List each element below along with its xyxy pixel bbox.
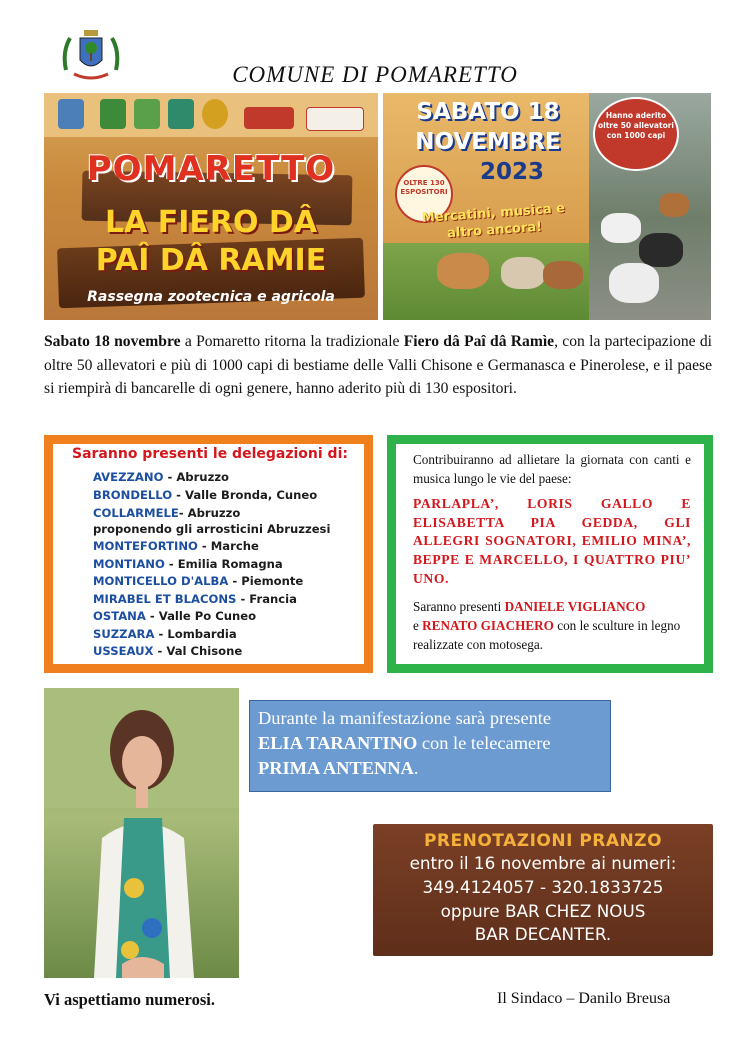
delegation-item [93, 506, 240, 520]
delegation-item [93, 609, 256, 623]
tv-text-part: con le telecamere [417, 733, 551, 753]
mayor-signature: Il Sindaco – Danilo Breusa [497, 990, 671, 1007]
sculptors-text [413, 597, 693, 654]
poster-subtitle: Rassegna zootecnica e agricola [87, 289, 335, 305]
document-title: COMUNE DI POMARETTO [232, 62, 518, 87]
delegation-region: - Valle Bronda, Cuneo [172, 488, 318, 502]
delegation-region: - Abruzzo [178, 506, 241, 520]
sponsor-logo [168, 99, 194, 129]
delegation-item [93, 522, 330, 536]
sponsor-logo [306, 107, 364, 131]
delegation-town: MIRABEL ET BLACONS [93, 592, 237, 606]
delegation-item [93, 539, 259, 553]
performers-list: PARLAPLA’, LORIS GALLO E ELISABETTA PIA GEDDA, GLI ALLEGRI SOGNATORI, EMILIO MINA’, BEPPE E MARCELLO, I QUATTRO PIU’ UNO. [413, 496, 691, 586]
delegation-item [93, 592, 297, 606]
presenter-photo [44, 688, 239, 978]
sponsor-logo [58, 99, 84, 129]
delegation-item [93, 470, 229, 484]
fair-poster-right [383, 93, 711, 320]
intro-fair-name: Fiero dâ Paî dâ Ramìe [403, 333, 555, 350]
poster-date-month: NOVEMBRE [415, 129, 561, 155]
breeders-badge-text: Hanno aderito oltre 50 allevatori con 1000 capi [598, 111, 674, 140]
delegation-region: - Val Chisone [153, 644, 243, 658]
delegations-title: Saranno presenti le delegazioni di: [72, 446, 348, 462]
fair-poster-left [44, 93, 378, 320]
delegation-town: SUZZARA [93, 627, 155, 641]
delegation-town: COLLARMELE [93, 506, 179, 520]
cow-image [639, 233, 683, 267]
delegation-town: OSTANA [93, 609, 146, 623]
delegation-item [93, 644, 242, 658]
intro-text: a Pomaretto ritorna la tradizionale [180, 333, 404, 350]
delegation-region: - Abruzzo [163, 470, 230, 484]
closing-greeting: Vi aspettiamo numerosi. [44, 990, 215, 1009]
delegation-item [93, 627, 237, 641]
sculptors-text-part: Saranno presenti [413, 599, 505, 614]
sponsor-logo [244, 107, 294, 129]
delegation-item [93, 557, 283, 571]
sculptor-name: DANIELE VIGLIANCO [504, 599, 646, 614]
delegation-region: - Francia [236, 592, 297, 606]
entertainment-intro: Contribuiranno ad allietare la giornata con canti e musica lungo le vie del paese: [413, 452, 691, 486]
tv-text-part: . [413, 758, 419, 778]
poster-market-tagline: Mercatini, musica e altro ancora! [421, 201, 566, 242]
breeders-circle-badge [593, 97, 679, 171]
delegation-town: MONTIANO [93, 557, 165, 571]
delegation-item [93, 488, 317, 502]
delegation-town: BRONDELLO [93, 488, 173, 502]
cow-image [601, 213, 641, 243]
sculptors-text-part: e [413, 618, 423, 633]
presenter-portrait-image [44, 688, 239, 978]
booking-title: PRENOTAZIONI PRANZO [423, 831, 663, 851]
delegation-town: AVEZZANO [93, 470, 164, 484]
sculptors-text-part: con le sculture in legno realizzate con motosega. [413, 618, 681, 652]
exhibitors-badge-text: OLTRE 130 ESPOSITORI [400, 179, 448, 196]
poster-fair-title-line1: LA FIERO DÂ [104, 205, 318, 240]
booking-phone-numbers: 349.4124057 - 320.1833725 [422, 877, 664, 897]
delegation-town: MONTICELLO D'ALBA [93, 574, 229, 588]
poster-fair-title-line2: PAÎ DÂ RAMIE [95, 243, 327, 278]
delegation-region: - Emilia Romagna [164, 557, 283, 571]
intro-date: Sabato 18 novembre [44, 333, 181, 350]
cow-image [501, 257, 545, 289]
tv-presenter-name: ELIA TARANTINO [258, 733, 418, 753]
booking-alt-location: oppure BAR CHEZ NOUS [440, 901, 646, 921]
cow-image [437, 253, 489, 289]
booking-alt-location: BAR DECANTER. [474, 924, 612, 944]
delegation-region: - Valle Po Cuneo [145, 609, 257, 623]
sculptor-name: RENATO GIACHERO [422, 618, 554, 633]
sponsor-logo [202, 99, 228, 129]
poster-date-year: 2023 [479, 159, 544, 185]
sponsor-logos-strip [44, 93, 378, 137]
cow-image [543, 261, 583, 289]
intro-paragraph [44, 330, 712, 401]
poster-date-day: SABATO 18 [416, 99, 560, 125]
delegation-item [93, 574, 303, 588]
cow-image [659, 193, 689, 217]
poster-town-name: POMARETTO [86, 149, 336, 189]
booking-deadline: entro il 16 novembre ai numeri: [409, 853, 677, 873]
delegation-town: USSEAUX [93, 644, 154, 658]
delegation-region: - Piemonte [228, 574, 304, 588]
tv-channel-name: PRIMA ANTENNA [258, 758, 414, 778]
tv-coverage-text [258, 706, 608, 781]
cow-image [609, 263, 659, 303]
delegation-region: - Marche [197, 539, 259, 553]
sponsor-logo [100, 99, 126, 129]
sponsor-logo [134, 99, 160, 129]
delegation-region: proponendo gli arrosticini Abruzzesi [93, 522, 331, 536]
delegation-region: - Lombardia [154, 627, 237, 641]
tv-text-part: Durante la manifestazione sarà presente [258, 708, 552, 728]
delegation-town: MONTEFORTINO [93, 539, 198, 553]
intro-text: , con la partecipazione di oltre 50 allevatori e più di 1000 capi di bestiame delle Valli Chisone e Germanasca e Pinerolese, e il paese si riempirà di bancarelle di ogni genere, hanno aderito più di 130 espositori. [44, 333, 712, 397]
